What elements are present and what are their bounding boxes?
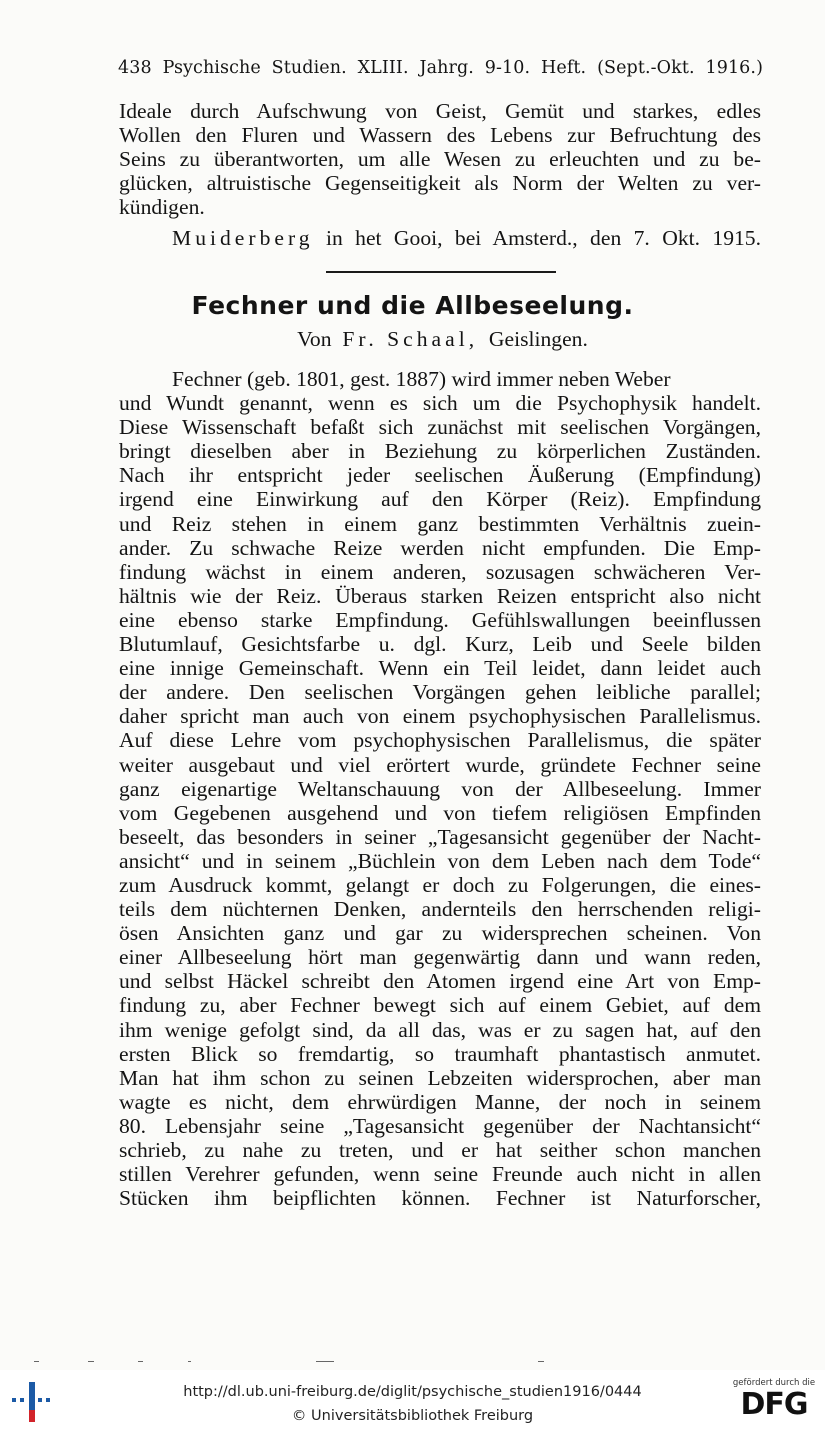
- text-line: Stücken ihm beipflichten können. Fechner ist Naturforscher,: [119, 1186, 761, 1211]
- text-line: teils dem nüchternen Denken, andernteils den herrschenden religi-: [119, 897, 761, 922]
- text-line: Man hat ihm schon zu seinen Lebzeiten widersprochen, aber man: [119, 1065, 761, 1090]
- section-divider: [326, 271, 556, 273]
- text-line: schrieb, zu nahe zu treten, und er hat seither schon manchen: [119, 1138, 761, 1162]
- text-line: wagte es nicht, dem ehrwürdigen Manne, der noch in seinem: [119, 1089, 761, 1114]
- text-line: Blutumlauf, Gesichtsfarbe u. dgl. Kurz, Leib und Seele bilden: [119, 632, 761, 657]
- sponsor-caption: gefördert durch die: [732, 1378, 816, 1388]
- text-line: 80. Lebensjahr seine „Tagesansicht gegenüber der Nachtansicht“: [119, 1113, 761, 1138]
- running-head: 438 Psychische Studien. XLIII. Jahrg. 9-10. Heft. (Sept.-Okt. 1916.): [118, 58, 763, 78]
- article-body: [119, 367, 761, 1210]
- dateline-place: Muiderberg: [172, 226, 314, 250]
- text-line: hältnis wie der Reiz. Überaus starken Reizen entspricht also nicht: [119, 583, 761, 608]
- text-line: eine innige Gemeinschaft. Wenn ein Teil leidet, dann leidet auch: [119, 656, 761, 681]
- text-line: Auf diese Lehre vom psychophysischen Parallelismus, die später: [119, 728, 761, 753]
- text-line: stillen Verehrer gefunden, wenn seine Freunde auch nicht in allen: [119, 1162, 761, 1187]
- byline-prefix: Von: [297, 327, 332, 351]
- footer-url[interactable]: http://dl.ub.uni-freiburg.de/diglit/psychische_studien1916/0444: [183, 1384, 642, 1400]
- byline-author: Fr. Schaal,: [342, 327, 479, 351]
- text-line: Wollen den Fluren und Wassern des Lebens zur Befruchtung des: [119, 123, 761, 148]
- footer-bar: [0, 1370, 825, 1430]
- text-line: vom Gegebenen ausgehend und von tiefem religiösen Empfinden: [119, 800, 761, 825]
- text-line: Fechner (geb. 1801, gest. 1887) wird immer neben Weber: [172, 367, 671, 391]
- dateline-rest: in het Gooi, bei Amsterd., den 7. Okt. 1915.: [325, 226, 761, 250]
- text-line: Seins zu überantworten, um alle Wesen zu erleuchten und zu be-: [119, 147, 761, 172]
- text-line: findung zu, aber Fechner bewegt sich auf einem Gebiet, auf dem: [119, 993, 761, 1018]
- text-line: ersten Blick so fremdartig, so traumhaft phantastisch anmutet.: [119, 1041, 761, 1066]
- dfg-sponsor: [728, 1378, 820, 1426]
- text-line: beseelt, das besonders in seiner „Tagesansicht gegenüber der Nacht-: [119, 824, 761, 849]
- text-line: und Wundt genannt, wenn es sich um die Psychophysik handelt.: [119, 391, 761, 416]
- text-line: der andere. Den seelischen Vorgängen gehen leibliche parallel;: [119, 680, 761, 705]
- text-line: glücken, altruistische Gegenseitigkeit als Norm der Welten zu ver-: [119, 171, 761, 196]
- text-line: Nach ihr entspricht jeder seelischen Äußerung (Empfindung): [119, 463, 761, 488]
- text-line: zum Ausdruck kommt, gelangt er doch zu Folgerungen, die eines-: [119, 872, 761, 897]
- article-byline: [0, 327, 825, 352]
- text-line: einer Allbeseelung hört man gegenwärtig dann und wann reden,: [119, 945, 761, 970]
- text-line: ösen Ansichten ganz und gar zu widersprechen scheinen. Von: [119, 921, 761, 946]
- footer-copyright: © Universitätsbibliothek Freiburg: [291, 1408, 534, 1424]
- text-line: eine ebenso starke Empfindung. Gefühlswallungen beeinflussen: [119, 607, 761, 632]
- text-line: ihm wenige gefolgt sind, da all das, was er zu sagen hat, auf den: [119, 1017, 761, 1042]
- preceding-text: [119, 99, 761, 219]
- text-line: daher spricht man auch von einem psychophysischen Parallelismus.: [119, 704, 761, 729]
- text-line: ganz eigenartige Weltanschauung von der Allbeseelung. Immer: [119, 776, 761, 801]
- text-line: irgend eine Einwirkung auf den Körper (Reiz). Empfindung: [119, 487, 761, 512]
- text-line: und selbst Häckel schreibt den Atomen irgend eine Art von Emp-: [119, 969, 761, 994]
- text-line: ander. Zu schwache Reize werden nicht empfunden. Die Emp-: [119, 535, 761, 560]
- text-line: kündigen.: [119, 195, 205, 220]
- text-line: Ideale durch Aufschwung von Geist, Gemüt und starkes, edles: [119, 99, 761, 123]
- byline-place: Geislingen.: [488, 327, 588, 351]
- article-title: Fechner und die Allbeseelung.: [191, 291, 634, 320]
- text-line: und Reiz stehen in einem ganz bestimmten Verhältnis zuein-: [119, 511, 761, 536]
- text-line: weiter ausgebaut und viel erörtert wurde, gründete Fechner seine: [119, 752, 761, 777]
- text-line: findung wächst in einem anderen, sozusagen schwächeren Ver-: [119, 559, 761, 584]
- text-line: bringt dieselben aber in Beziehung zu körperlichen Zuständen.: [119, 439, 761, 464]
- scan-edge-marks: [0, 1358, 825, 1366]
- dfg-logo: DFG: [740, 1387, 808, 1422]
- text-line: ansicht“ und in seinem „Büchlein von dem Leben nach dem Tode“: [119, 848, 761, 873]
- text-line: Diese Wissenschaft befaßt sich zunächst mit seelischen Vorgängen,: [119, 415, 761, 440]
- dateline: [172, 226, 761, 251]
